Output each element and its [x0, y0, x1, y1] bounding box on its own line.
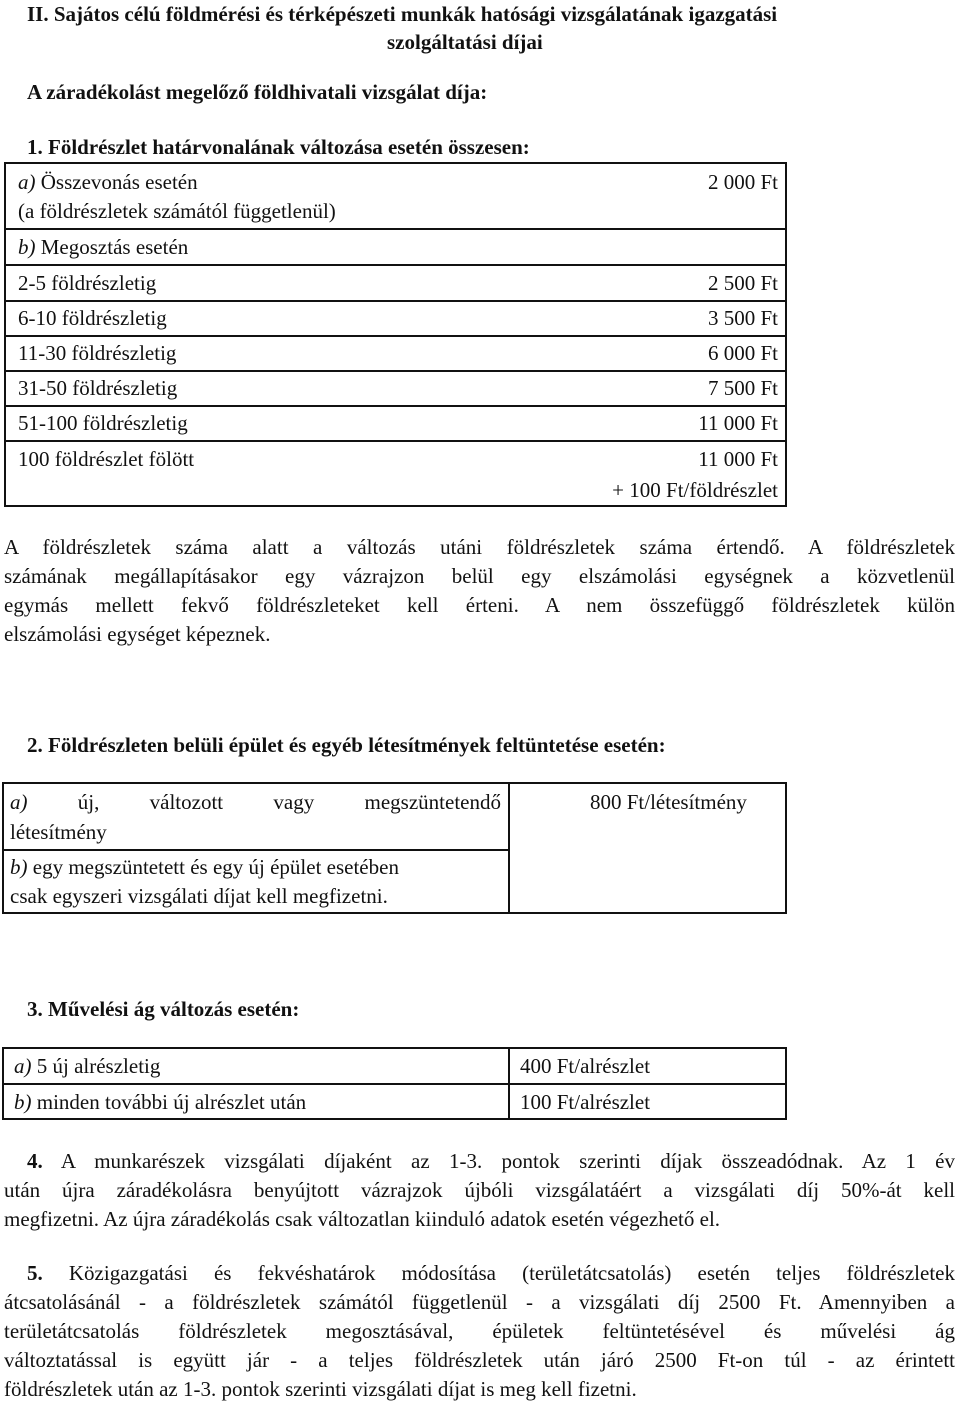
section1-a-label: a) Összevonás esetén — [18, 170, 198, 194]
section5-line: változtatással is együtt jár - a teljes földrészletek után járó 2500 Ft-on túl - az érintett — [4, 1348, 955, 1372]
section1-row-label: 51-100 földrészletig — [18, 411, 188, 435]
section2-a-line1: a) új, változott vagy megszüntetendő — [10, 790, 501, 814]
section1-row-price: 7 500 Ft — [707, 376, 778, 400]
document-subtitle: A záradékolást megelőző földhivatali vizsgálat díja: — [27, 80, 488, 104]
section5-line: 5. Közigazgatási és fekvéshatárok módosítása (területátcsatolás) esetén teljes földrészletek — [27, 1261, 955, 1285]
section1-a-price: 2 000 Ft — [707, 170, 778, 194]
section3-row-price: 100 Ft/alrészlet — [520, 1090, 651, 1114]
section5-line: területátcsatolás földrészletek megosztásával, épületek feltüntetésével és művelési ág — [4, 1319, 955, 1343]
section2-b-line2: csak egyszeri vizsgálati díjat kell megfizetni. — [10, 884, 388, 908]
section1-row-price: 2 500 Ft — [707, 271, 778, 295]
section1-row-label: 100 földrészlet fölött — [18, 447, 195, 471]
section3-row-price: 400 Ft/alrészlet — [520, 1054, 651, 1078]
section1-row-price-extra: + 100 Ft/földrészlet — [612, 478, 778, 502]
section5-line: átcsatolásánál - a földrészletek számától függetlenül - a vizsgálati díj 2500 Ft. Amennyiben a — [4, 1290, 955, 1314]
section3-heading: 3. Művelési ág változás esetén: — [27, 997, 300, 1021]
section1-row-label: 11-30 földrészletig — [18, 341, 177, 365]
section2-a-line2: létesítmény — [10, 820, 107, 844]
section2-price: 800 Ft/létesítmény — [590, 790, 747, 814]
section1-note-line: A földrészletek száma alatt a változás utáni földrészletek száma értendő. A földrészletek — [4, 535, 955, 559]
document-title-line1: II. Sajátos célú földmérési és térképészeti munkák hatósági vizsgálatának igazgatási — [27, 2, 778, 26]
section4-last: megfizetni. Az újra záradékolás csak változatlan kiinduló adatok esetén végezhető el. — [4, 1207, 721, 1231]
section1-heading: 1. Földrészlet határvonalának változása esetén összesen: — [27, 135, 530, 159]
section3-row-label: b) minden további új alrészlet után — [14, 1090, 307, 1114]
section3-row-label: a) 5 új alrészletig — [14, 1054, 161, 1078]
section1-a-sub: (a földrészletek számától függetlenül) — [18, 199, 336, 223]
section1-note-last: elszámolási egységet képeznek. — [4, 622, 271, 646]
section1-note-line: számának megállapításakor egy vázrajzon belül egy elszámolási egységnek a közvetlenül — [4, 564, 955, 588]
section1-row-price: 3 500 Ft — [707, 306, 778, 330]
section4-line: 4. A munkarészek vizsgálati díjaként az 1-3. pontok szerinti díjak összeadódnak. Az 1 év — [27, 1149, 955, 1173]
section2-b-line1: b) egy megszüntetett és egy új épület esetében — [10, 855, 399, 879]
section1-note-line: egymás mellett fekvő földrészleteket kell érteni. A nem összefüggő földrészletek külön — [4, 593, 955, 617]
section1-row-label: 2-5 földrészletig — [18, 271, 157, 295]
section5-last: földrészletek után az 1-3. pontok szerinti vizsgálati díjat is meg kell fizetni. — [4, 1377, 637, 1401]
section1-row-label: 31-50 földrészletig — [18, 376, 178, 400]
section1-b-label: b) Megosztás esetén — [18, 235, 189, 259]
document-title-line2: szolgáltatási díjai — [387, 30, 543, 54]
section2-heading: 2. Földrészleten belüli épület és egyéb létesítmények feltüntetése esetén: — [27, 733, 666, 757]
section1-row-price: 11 000 Ft — [698, 411, 778, 435]
section1-row-price: 11 000 Ft — [698, 447, 778, 471]
section1-row-price: 6 000 Ft — [707, 341, 778, 365]
section4-line: után újra záradékolásra benyújtott vázrajzok újbóli vizsgálatáért a vizsgálati díj 50%-át kell — [4, 1178, 955, 1202]
section1-row-label: 6-10 földrészletig — [18, 306, 167, 330]
